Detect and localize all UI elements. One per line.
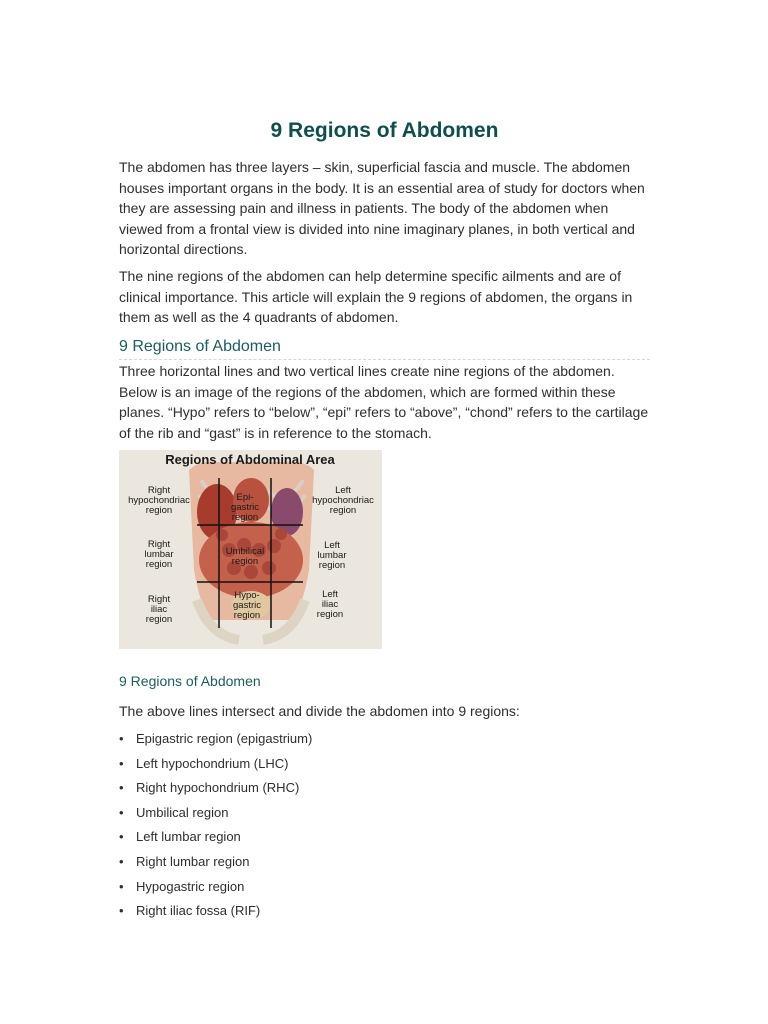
regions-list — [119, 727, 312, 924]
svg-text:Left: Left — [324, 540, 340, 551]
list-item: • Left hypochondrium (LHC) — [119, 752, 312, 777]
list-item: • Umbilical region — [119, 801, 312, 826]
list-item: • Epigastric region (epigastrium) — [119, 727, 312, 752]
list-intro: The above lines intersect and divide the abdomen into 9 regions: — [119, 703, 520, 719]
bullet-icon: • — [119, 755, 124, 771]
svg-text:hypochondriac: hypochondriac — [128, 495, 190, 506]
bullet-icon: • — [119, 903, 124, 919]
bullet-icon: • — [119, 878, 124, 894]
intro-paragraph: The abdomen has three layers – skin, superficial fascia and muscle. The abdomen houses important organs in the body. It is an essential area of study for doctors when they are assessing pain and illness in patients. The body of the abdomen when viewed from a frontal view is divided into nine imaginary planes, in both vertical and horizontal directions. — [119, 159, 645, 258]
bullet-icon: • — [119, 731, 124, 746]
svg-text:lumbar: lumbar — [144, 549, 174, 560]
svg-text:Right: Right — [147, 485, 171, 496]
second-paragraph: The nine regions of the abdomen can help determine specific ailments and are of clinical importance. This article will explain the 9 regions of abdomen, the organs in them as well as the 4 quadrants of abdomen. — [119, 268, 633, 326]
svg-text:region: region — [329, 505, 357, 516]
subheading: 9 Regions of Abdomen — [119, 673, 261, 689]
svg-text:Left: Left — [322, 589, 338, 600]
bullet-icon: • — [119, 780, 124, 796]
svg-text:Right: Right — [147, 594, 171, 605]
svg-text:gastric: gastric — [233, 600, 261, 611]
page-title: 9 Regions of Abdomen — [270, 119, 499, 142]
svg-text:lumbar: lumbar — [317, 550, 347, 561]
bullet-icon: • — [119, 829, 124, 845]
list-item: • Right lumbar region — [119, 850, 312, 875]
bullet-icon: • — [119, 804, 124, 820]
list-item: • Right hypochondrium (RHC) — [119, 776, 312, 801]
svg-text:region: region — [145, 559, 173, 570]
svg-text:Left: Left — [335, 485, 351, 496]
svg-text:gastric: gastric — [231, 502, 259, 513]
section-heading: 9 Regions of Abdomen — [119, 336, 650, 360]
svg-text:iliac: iliac — [150, 604, 168, 615]
bullet-icon: • — [119, 853, 124, 869]
list-item: • Left lumbar region — [119, 825, 312, 850]
list-item: • Right iliac fossa (RIF) — [119, 899, 312, 924]
svg-text:Hypo-: Hypo- — [234, 590, 260, 601]
svg-text:region: region — [318, 560, 346, 571]
figure-title: Regions of Abdominal Area — [165, 452, 335, 467]
svg-text:Right: Right — [147, 539, 171, 550]
svg-text:region: region — [316, 609, 344, 620]
abdominal-regions-illustration — [119, 450, 382, 649]
svg-text:region: region — [145, 505, 173, 516]
abdominal-regions-figure — [119, 450, 382, 649]
svg-text:region: region — [233, 610, 261, 621]
svg-text:iliac: iliac — [321, 599, 339, 610]
svg-text:hypochondriac: hypochondriac — [312, 495, 374, 506]
list-item: • Hypogastric region — [119, 875, 312, 900]
svg-text:Epi-: Epi- — [236, 492, 254, 503]
section-paragraph: Three horizontal lines and two vertical lines create nine regions of the abdomen. Below is an image of the regions of the abdomen, which are formed within these planes. “Hypo” refers to “below”, “epi” refers to “above”, “chond” refers to the cartilage of the rib and “gast” is in reference to the stomach. — [119, 363, 649, 441]
svg-text:region: region — [231, 512, 259, 523]
svg-text:region: region — [231, 556, 259, 567]
svg-text:region: region — [145, 614, 173, 625]
svg-text:Umbilical: Umbilical — [225, 546, 265, 557]
